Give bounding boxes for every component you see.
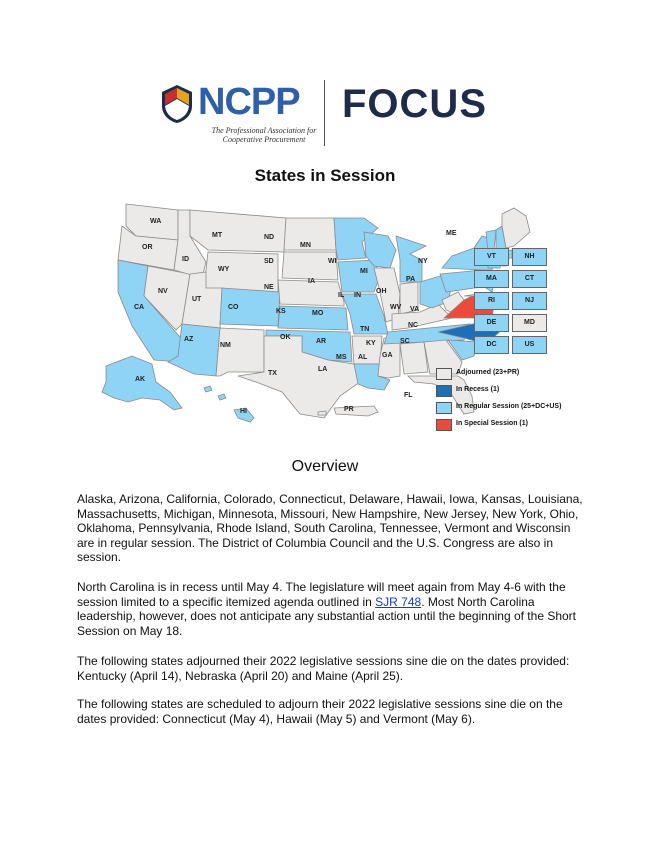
label-wv: WV [390,304,402,311]
state-me [502,208,530,248]
label-ca: CA [134,304,145,311]
ncpp-shield-icon [160,84,194,124]
overview-paragraph-regular: Alaska, Arizona, California, Colorado, Connecticut, Delaware, Hawaii, Iowa, Kansas, Louisiana, Massachusetts, Michigan, Minnesota, Missouri, New Hampshire, New Jersey, New York, Ohio, Oklahoma, Pennsylvania, Rhode Island, South Carolina, Tennessee, Vermont and Wisconsin are in regular session. The District of Columbia Council and the U.S. Congress are also in session. [77,492,583,564]
state-al [400,342,428,374]
label-sd: SD [264,258,274,265]
label-ky: KY [366,340,376,347]
legend-swatch-recess [436,385,452,397]
logo-divider [324,80,325,146]
legend-swatch-special [436,419,452,431]
legend-label-regular: In Regular Session (25+DC+US) [456,403,562,410]
ncpp-tagline: The Professional Association for Cooperative Procurement [211,126,317,144]
label-mn: MN [300,242,311,249]
tile-nj: NJ [512,292,547,310]
state-sd [282,252,338,280]
label-nv: NV [158,288,168,295]
recess-text-after: . Most North Carolina leadership, however, does not anticipate any substantial action until the beginning of the Short Session on May 18. [77,594,577,638]
sjr-748-link[interactable]: SJR 748 [375,594,422,609]
label-in: IN [354,292,361,299]
map-title: States in Session [254,166,396,185]
label-ga: GA [382,352,393,359]
overview-heading: Overview [291,458,359,475]
label-ut: UT [192,296,202,303]
label-tn: TN [360,326,370,333]
label-ny: NY [418,258,428,265]
label-la: LA [318,366,328,373]
legend-swatch-adjourned [436,368,452,380]
label-sc: SC [400,338,410,345]
tile-md: MD [512,314,547,332]
tile-de: DE [474,314,509,332]
label-pa: PA [406,276,416,283]
label-mt: MT [212,232,223,239]
label-id: ID [182,256,189,263]
tile-us: US [512,336,547,354]
label-ms: MS [336,354,347,361]
label-tx: TX [268,370,277,377]
tile-ri: RI [474,292,509,310]
label-wa: WA [150,218,162,225]
tile-nh: NH [512,248,547,266]
state-pr2 [318,411,326,415]
label-me: ME [446,230,457,237]
state-mt [190,210,286,252]
label-ok: OK [280,334,291,341]
ncpp-logo-text: NCPP [198,81,300,123]
label-ar: AR [316,338,327,345]
legend-label-recess: In Recess (1) [456,386,500,393]
label-ne: NE [264,284,274,291]
overview-paragraph-scheduled: The following states are scheduled to adjourn their 2022 legislative sessions sine die on the dates provided: Connecticut (May 4), Hawaii (May 5) and Vermont (May 6). [77,697,563,726]
state-hi3 [218,394,226,400]
label-ia: IA [308,278,315,285]
tile-dc: DC [474,336,509,354]
legend-label-adjourned: Adjourned (23+PR) [456,369,520,376]
session-map [78,196,598,436]
focus-logo-text: FOCUS [342,82,487,126]
label-mo: MO [312,310,324,317]
recess-text-before: North Carolina is in recess until May 4. The legislature will meet again from May 4-6 with the session limited to a specific itemized agenda outlined in [77,580,566,609]
label-oh: OH [376,288,387,295]
overview-paragraph-adjourned: The following states adjourned their 2022 legislative sessions sine die on the dates provided: Kentucky (April 14), Nebraska (April 20) and Maine (April 25). [77,654,570,683]
tile-vt: VT [474,248,509,266]
state-nm [216,328,264,376]
label-nm: NM [220,342,231,349]
label-nc: NC [408,322,419,329]
label-nd: ND [264,234,275,241]
legend-swatch-regular [436,402,452,414]
label-mi: MI [360,268,368,275]
state-pr [334,406,378,416]
label-ak: AK [135,376,146,383]
header-logos [160,78,500,158]
label-fl: FL [404,392,413,399]
label-pr: PR [344,406,354,413]
label-co: CO [228,304,239,311]
label-al: AL [358,354,368,361]
label-or: OR [142,244,153,251]
label-il: IL [338,292,345,299]
state-hi2 [204,386,212,392]
label-va: VA [410,306,420,313]
label-wi: WI [328,258,337,265]
label-az: AZ [184,336,194,343]
label-hi: HI [240,408,247,415]
label-wy: WY [218,266,230,273]
overview-paragraph-recess [77,580,587,638]
tile-ct: CT [512,270,547,288]
label-ks: KS [276,308,286,315]
tile-ma: MA [474,270,509,288]
legend-label-special: In Special Session (1) [456,420,528,427]
